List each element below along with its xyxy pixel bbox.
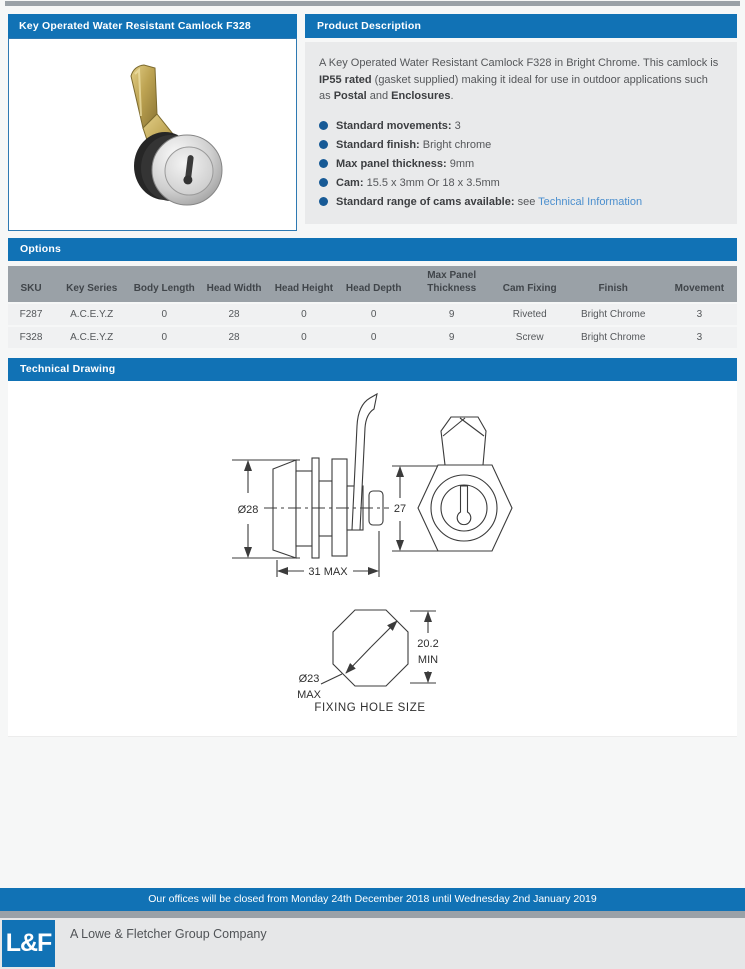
table-cell: 28	[199, 304, 269, 325]
dim-hole-height: 20.2	[417, 638, 439, 650]
dim-hole-diameter-max: MAX	[297, 689, 321, 701]
lf-logo: L&F	[2, 920, 55, 967]
options-table	[8, 264, 737, 350]
dim-side-diameter: Ø28	[237, 504, 259, 516]
spec-item: Standard movements: 3	[319, 120, 722, 132]
product-image	[47, 54, 259, 216]
table-cell: 0	[129, 327, 199, 348]
column-header: Head Height	[269, 266, 339, 302]
technical-drawing-title: Technical Drawing	[8, 358, 737, 381]
table-cell: 9	[409, 304, 495, 325]
column-header: SKU	[8, 266, 54, 302]
table-cell: Riveted	[495, 304, 565, 325]
column-header: Cam Fixing	[495, 266, 565, 302]
column-header: Body Length	[129, 266, 199, 302]
table-cell: 28	[199, 327, 269, 348]
spec-item: Max panel thickness: 9mm	[319, 158, 722, 170]
description-title: Product Description	[305, 14, 737, 38]
dim-front-height: 27	[393, 503, 407, 515]
office-closure-notice: Our offices will be closed from Monday 24th December 2018 until Wednesday 2nd January 2019	[0, 888, 745, 911]
table-cell: 0	[339, 327, 409, 348]
column-header: Movement	[662, 266, 737, 302]
table-row	[8, 304, 737, 325]
table-cell: 3	[662, 327, 737, 348]
table-cell: 0	[129, 304, 199, 325]
options-title: Options	[8, 238, 737, 261]
table-cell: 0	[269, 304, 339, 325]
dim-hole-diameter: Ø23	[298, 673, 320, 685]
bullet-icon	[319, 178, 328, 187]
column-header: Max Panel Thickness	[409, 266, 495, 302]
table-cell: F287	[8, 304, 54, 325]
column-header: Finish	[565, 266, 662, 302]
table-cell: 0	[339, 304, 409, 325]
table-cell: 0	[269, 327, 339, 348]
footer-divider	[0, 911, 745, 918]
technical-drawing	[8, 381, 737, 736]
footer	[0, 918, 745, 969]
dim-hole-height-unit: MIN	[417, 654, 439, 666]
bullet-icon	[319, 121, 328, 130]
table-cell: A.C.E.Y.Z	[54, 327, 129, 348]
column-header: Head Width	[199, 266, 269, 302]
bullet-icon	[319, 197, 328, 206]
table-cell: Bright Chrome	[565, 304, 662, 325]
description-panel	[305, 14, 737, 231]
options-table-wrap	[8, 264, 737, 350]
bullet-icon	[319, 159, 328, 168]
product-image-box	[8, 38, 297, 231]
table-cell: Bright Chrome	[565, 327, 662, 348]
top-divider	[5, 1, 740, 6]
spec-item: Cam: 15.5 x 3mm Or 18 x 3.5mm	[319, 177, 722, 189]
table-header-row	[8, 266, 737, 302]
table-cell: 9	[409, 327, 495, 348]
fixing-hole-caption: FIXING HOLE SIZE	[314, 702, 426, 714]
product-title: Key Operated Water Resistant Camlock F328	[8, 14, 297, 38]
table-row	[8, 327, 737, 348]
table-cell: Screw	[495, 327, 565, 348]
spec-item: Standard finish: Bright chrome	[319, 139, 722, 151]
table-cell: 3	[662, 304, 737, 325]
bullet-icon	[319, 140, 328, 149]
product-description-text: A Key Operated Water Resistant Camlock F328 in Bright Chrome. This camlock is IP55 rated (gasket supplied) making it ideal for use in outdoor applications such as Postal and Enclosures.	[319, 57, 719, 102]
column-header: Key Series	[54, 266, 129, 302]
dim-side-length: 31 MAX	[308, 566, 348, 578]
column-header: Head Depth	[339, 266, 409, 302]
product-panel	[8, 14, 297, 231]
description-body	[305, 42, 737, 224]
spec-item: Standard range of cams available: see Technical Information	[319, 196, 722, 208]
technical-information-link[interactable]: Technical Information	[538, 195, 643, 208]
table-cell: A.C.E.Y.Z	[54, 304, 129, 325]
technical-drawing-panel	[8, 381, 737, 737]
table-cell: F328	[8, 327, 54, 348]
spec-list	[319, 120, 722, 208]
company-tagline: A Lowe & Fletcher Group Company	[70, 927, 267, 941]
